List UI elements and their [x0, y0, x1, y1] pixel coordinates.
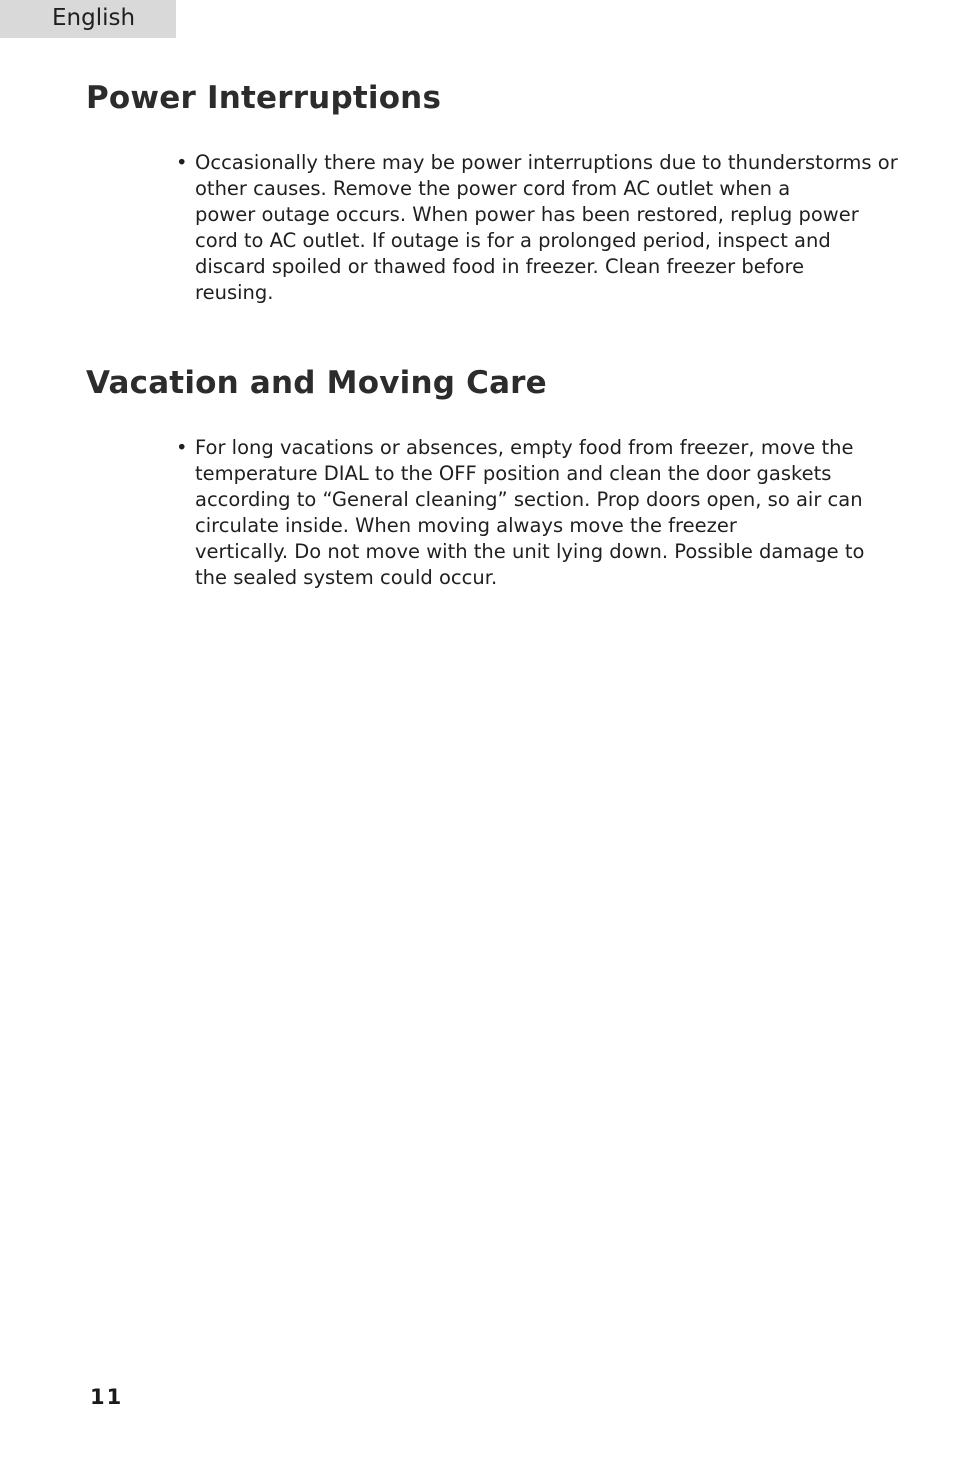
bullet-item-vacation-moving-care	[176, 435, 866, 591]
bullet-icon: •	[176, 151, 188, 174]
section-title-vacation-moving-care: Vacation and Moving Care	[86, 365, 547, 401]
bullet-text	[195, 150, 898, 306]
language-tab: English	[0, 0, 176, 38]
bullet-icon: •	[176, 436, 188, 459]
text-line: Occasionally there may be power interruptions due to thunderstorms or	[195, 151, 898, 174]
text-line: circulate inside. When moving always move the freezer	[195, 514, 737, 537]
text-line: vertically. Do not move with the unit lying down. Possible damage to	[195, 540, 865, 563]
section-title-power-interruptions: Power Interruptions	[86, 80, 442, 116]
text-line: For long vacations or absences, empty food from freezer, move the	[195, 436, 854, 459]
bullet-item-power-interruptions	[176, 150, 898, 306]
page-number: 11	[90, 1385, 124, 1409]
bullet-text	[195, 435, 866, 591]
text-line: reusing.	[195, 281, 274, 304]
text-line: according to “General cleaning” section. Prop doors open, so air can	[195, 488, 863, 511]
text-line: cord to AC outlet. If outage is for a prolonged period, inspect and	[195, 229, 831, 252]
text-line: discard spoiled or thawed food in freezer. Clean freezer before	[195, 255, 805, 278]
text-line: the sealed system could occur.	[195, 566, 498, 589]
text-line: other causes. Remove the power cord from AC outlet when a	[195, 177, 791, 200]
text-line: power outage occurs. When power has been restored, replug power	[195, 203, 859, 226]
text-line: temperature DIAL to the OFF position and clean the door gaskets	[195, 462, 832, 485]
